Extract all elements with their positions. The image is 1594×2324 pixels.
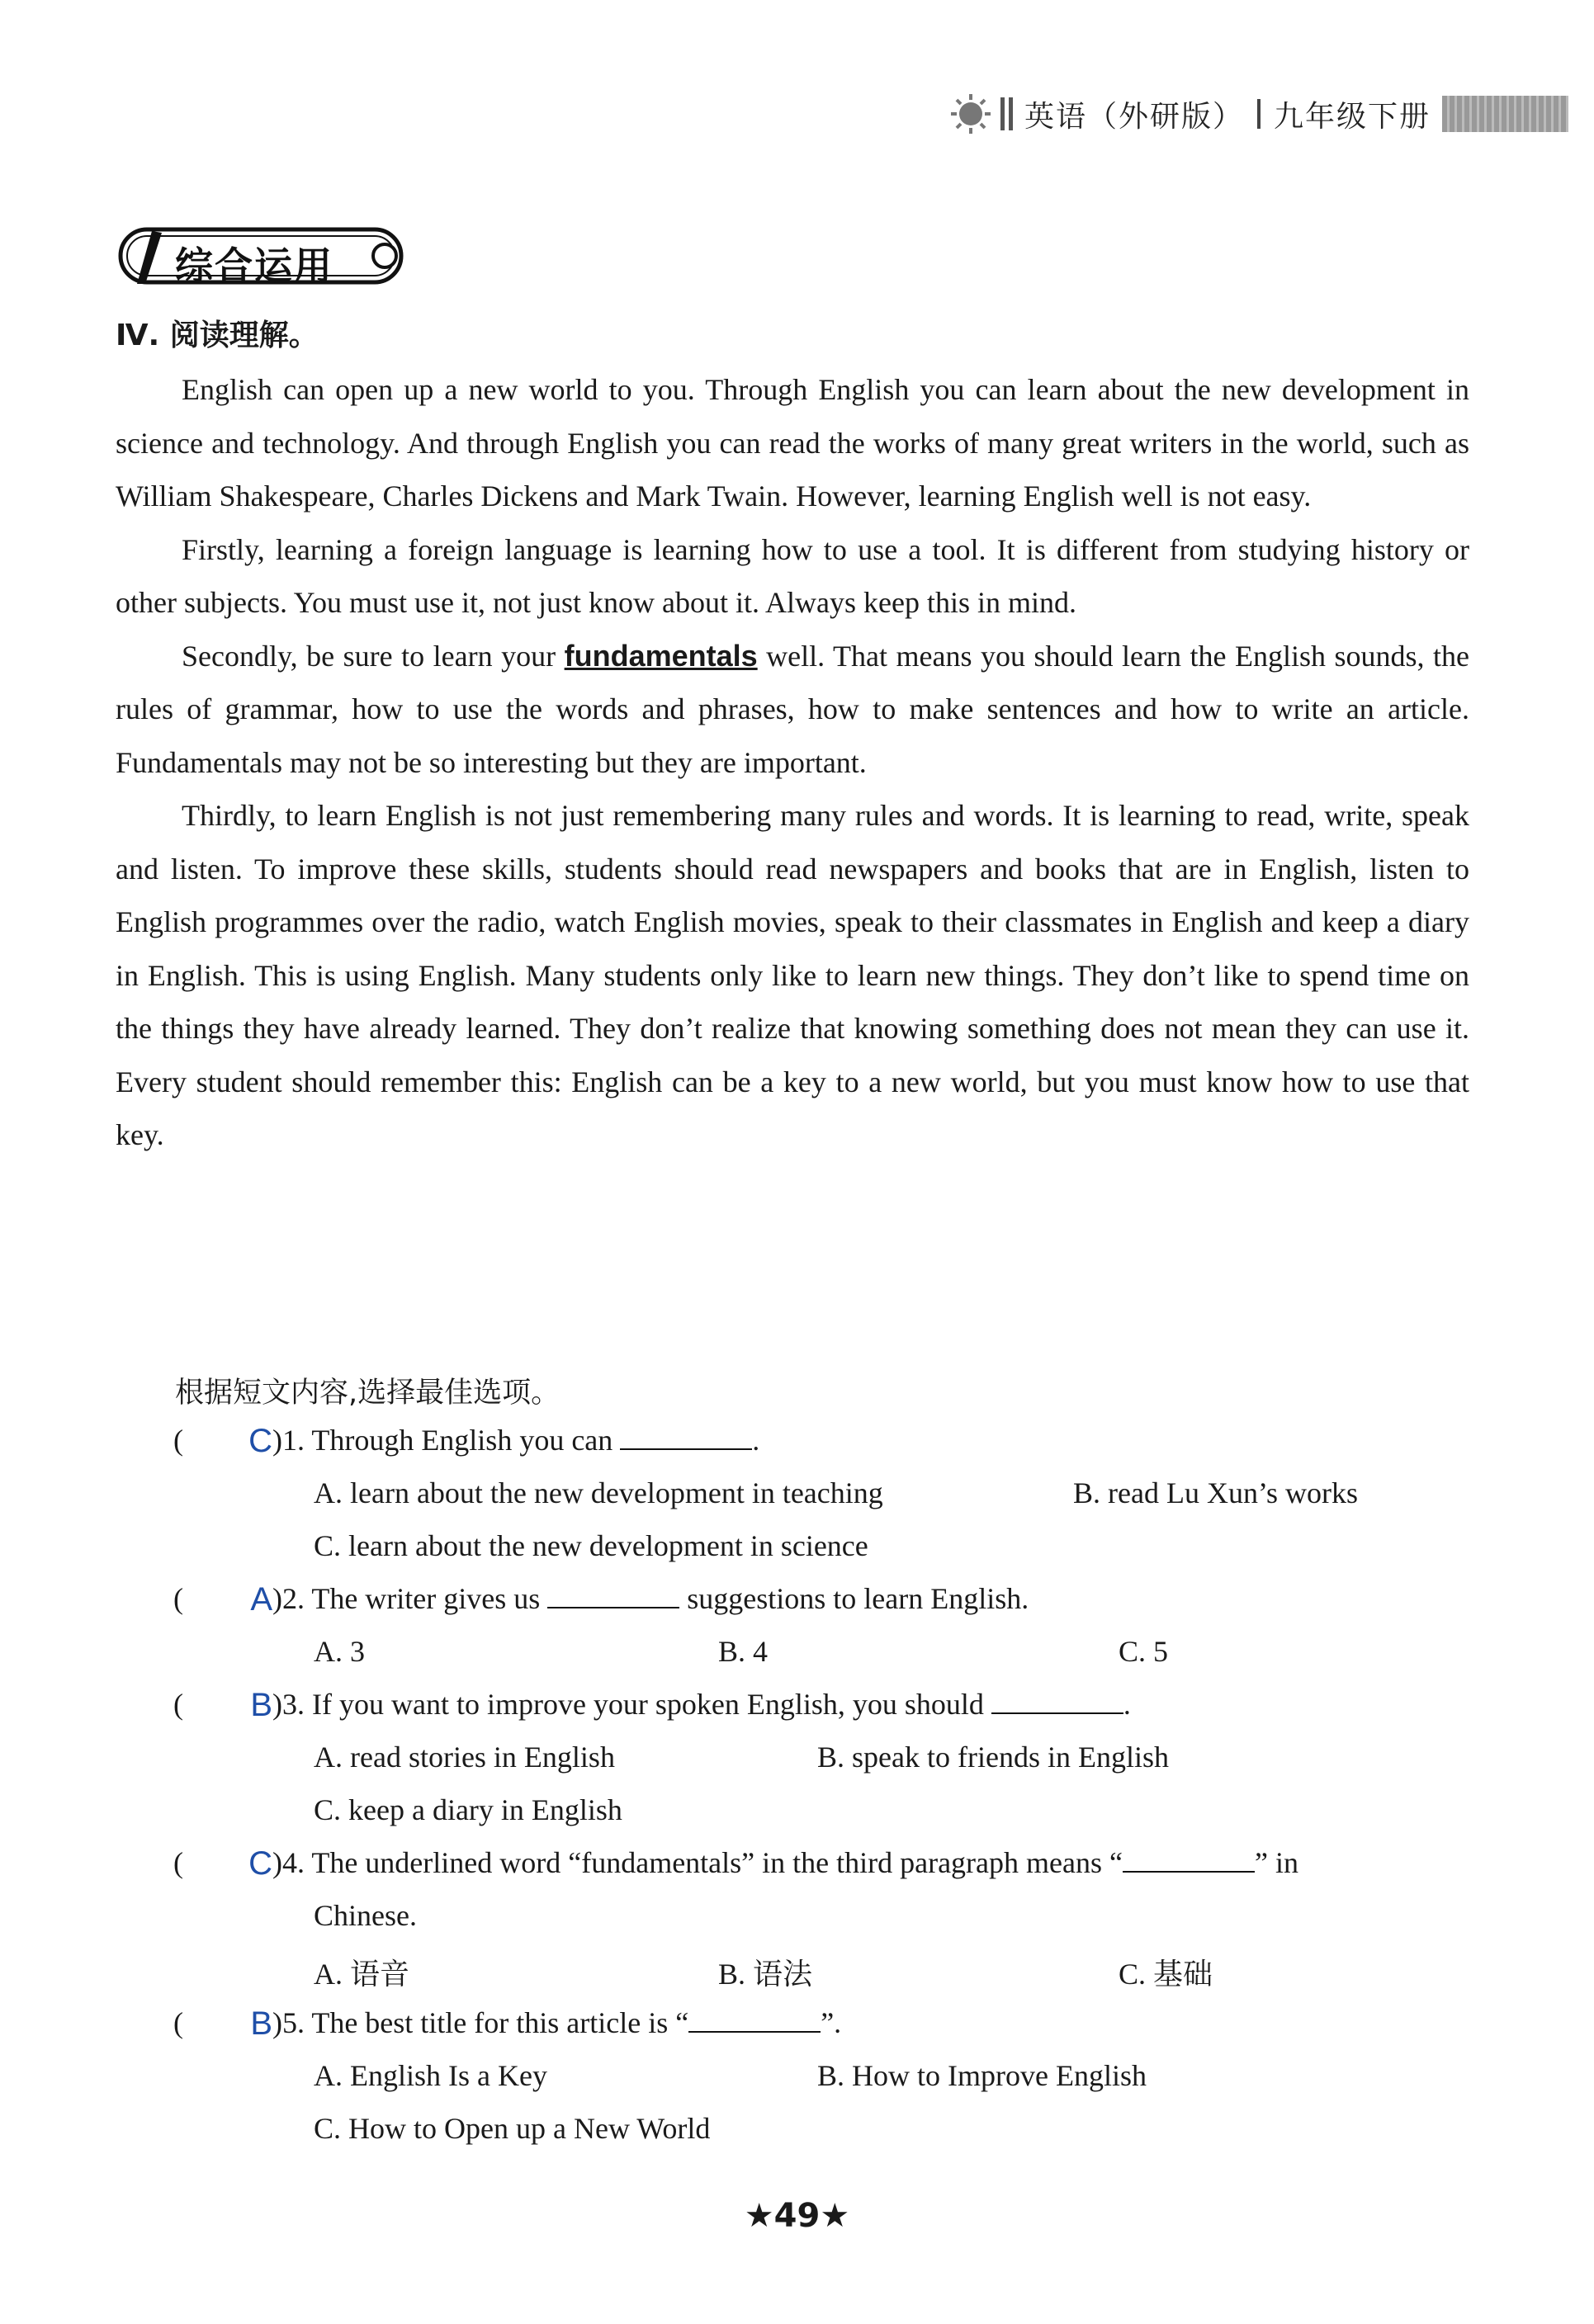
answer-1: C — [248, 1423, 272, 1459]
question-4-stem: )4. The underlined word “fundamentals” in the third paragraph means “ — [272, 1846, 1123, 1879]
paragraph-1: English can open up a new world to you. Through English you can learn about the new development in science and technology. And through English you can read the works of many great writers in the world, such as William Shakespeare, Charles Dickens and Mark Twain. However, learning English well is not easy. — [116, 373, 1469, 513]
option-a: A. read stories in English — [314, 1741, 615, 1774]
page-number: ★49★ — [744, 2197, 850, 2235]
option-c: C. learn about the new development in science — [314, 1529, 868, 1562]
answer-2: A — [250, 1581, 272, 1618]
option-c: C. 5 — [1119, 1635, 1169, 1668]
option-a: A. learn about the new development in teaching — [314, 1476, 883, 1509]
paragraph-4: Thirdly, to learn English is not just remembering many rules and words. It is learning to read, write, speak and listen. To improve these skills, students should read newspapers and books that are in English, listen to English programmes over the radio, watch English movies, speak to their classmates in English and keep a diary in English. This is using English. Many students only like to learn new things. They don’t like to spend time on the things they have already learned. They don’t realize that knowing something does not mean they can use it. Every student should remember this: English can be a key to a new world, but you must know how to use that key. — [116, 799, 1469, 1151]
question-4: ( C )4. The underlined word “fundamentals” in the third paragraph means “ ” in Chinese. A. 语音 B. 语法 C. 基础 — [173, 1845, 1469, 2004]
option-b: B. read Lu Xun’s works — [1073, 1476, 1358, 1509]
question-5-stem: )5. The best title for this article is “ — [272, 2006, 689, 2039]
option-a: A. 语音 — [314, 1958, 409, 1991]
paragraph-3-end: well. That means you should learn the English sounds, the rules of grammar, how to use the words and phrases, how to make sentences and how to write an article. Fundamentals may not be so interesting but they are important. — [116, 639, 1469, 779]
underlined-word: fundamentals — [564, 638, 758, 673]
option-b: B. 语法 — [718, 1958, 813, 1991]
header-grade: 九年级下册 — [1274, 99, 1431, 134]
option-b: B. 4 — [718, 1635, 769, 1668]
option-a: A. English Is a Key — [314, 2059, 547, 2092]
paragraph-3 — [116, 630, 1469, 790]
answer-blank — [688, 2006, 821, 2033]
answer-3: B — [250, 1687, 272, 1723]
header-decor-bar — [1442, 96, 1568, 132]
instruction: 根据短文内容,选择最佳选项。 — [175, 1377, 561, 1410]
paragraph-2: Firstly, learning a foreign language is learning how to use a tool. It is different from studying history or other subjects. You must use it, not just know about it. Always keep this in mind. — [116, 532, 1469, 619]
reading-passage — [116, 363, 1469, 1162]
question-2: ( A )2. The writer gives us suggestions to learn English. A. 3 B. 4 C. 5 — [173, 1581, 1169, 1668]
question-3-stem: )3. If you want to improve your spoken English, you should — [272, 1688, 984, 1721]
question-2-stem: )2. The writer gives us — [272, 1582, 541, 1615]
question-1-stem: )1. Through English you can — [272, 1424, 613, 1457]
option-b: B. How to Improve English — [817, 2059, 1147, 2092]
option-c: C. 基础 — [1119, 1958, 1213, 1991]
answer-blank — [547, 1582, 679, 1608]
header-bars — [1000, 97, 1013, 130]
part-title: Ⅳ. 阅读理解。 — [116, 319, 319, 352]
answer-blank — [991, 1688, 1123, 1714]
answer-blank — [1123, 1846, 1255, 1873]
option-b: B. speak to friends in English — [817, 1741, 1169, 1774]
section-label: 综合运用 — [175, 243, 333, 288]
option-c: C. How to Open up a New World — [314, 2112, 711, 2145]
question-4-continued: Chinese. — [314, 1899, 417, 1932]
answer-4: C — [248, 1845, 272, 1882]
answer-blank — [620, 1424, 752, 1450]
question-1: ( C )1. Through English you can . A. learn about the new development in teaching B. read Lu Xun’s works C. learn about the new development in science — [173, 1423, 1358, 1562]
option-a: A. 3 — [314, 1635, 365, 1668]
question-3: ( B )3. If you want to improve your spoken English, you should . A. read stories in English B. speak to friends in English C. keep a diary in English — [173, 1687, 1169, 1826]
page-header — [949, 89, 1568, 139]
option-c: C. keep a diary in English — [314, 1793, 622, 1826]
header-subject: 英语（外研版） — [1024, 99, 1245, 134]
answer-5: B — [250, 2005, 272, 2042]
sun-icon — [949, 92, 992, 135]
question-5: ( B )5. The best title for this article is “ ”. A. English Is a Key B. How to Improve English C. How to Open up a New World — [173, 2005, 1147, 2145]
paragraph-3-start: Secondly, be sure to learn your — [182, 639, 556, 673]
header-divider — [1257, 99, 1261, 129]
